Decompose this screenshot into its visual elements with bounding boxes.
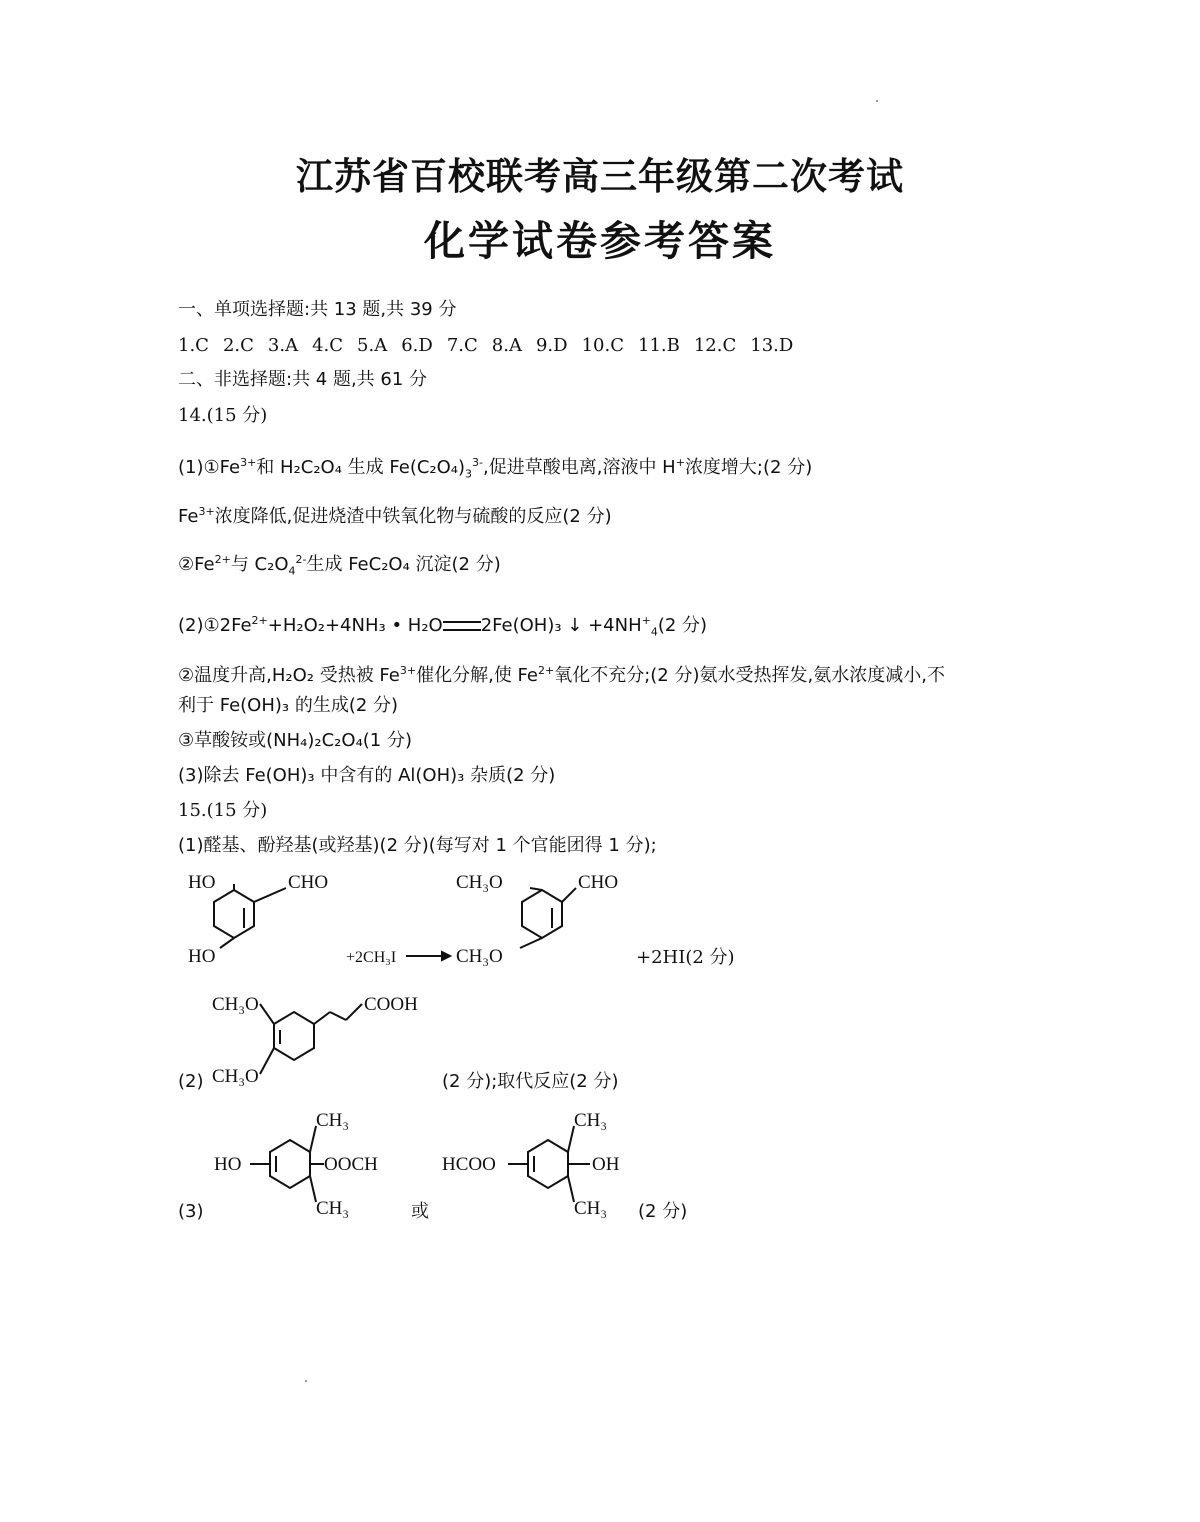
benzene-ring: [522, 890, 562, 938]
q15-p3-label: (3): [178, 1201, 204, 1222]
oh: OH: [592, 1154, 620, 1175]
text: 氧化不充分;(2 分)氨水受热挥发,氨水浓度减小,不: [554, 665, 945, 686]
isomer-2: [440, 1106, 640, 1218]
text: 2Fe(OH)₃ ↓ +4NH: [480, 615, 642, 636]
cooh: COOH: [364, 994, 418, 1015]
answer: 12.C: [693, 335, 737, 356]
charge: +: [675, 456, 685, 469]
answer: 11.B: [638, 335, 680, 356]
ch3-top: CH₃: [316, 1110, 350, 1131]
page-title: 江苏省百校联考高三年级第二次考试: [296, 155, 904, 198]
text: (2)①2Fe: [178, 615, 252, 636]
text: 生成 FeC₂O₄ 沉淀(2 分): [306, 554, 501, 575]
charge: 2+: [538, 664, 555, 677]
page-subtitle: 化学试卷参考答案: [424, 217, 776, 265]
q14-line3: [178, 548, 501, 584]
charge: +: [641, 614, 651, 627]
q15-header: 15.(15 分): [178, 800, 268, 821]
answer: 10.C: [581, 335, 624, 356]
subscript: 4: [288, 564, 296, 578]
text: ②温度升高,H₂O₂ 受热被 Fe: [178, 665, 400, 686]
q14-line4: [178, 609, 707, 645]
reactant-cho: CHO: [288, 872, 329, 893]
ch3-bottom: CH₃: [316, 1198, 350, 1218]
reactant-ho-bottom: HO: [188, 946, 216, 967]
text: ②Fe: [178, 554, 215, 575]
charge: 3+: [198, 505, 215, 518]
text: ,促进草酸电离,溶液中 H: [483, 457, 676, 478]
ch3-top: CH₃: [574, 1110, 608, 1131]
answer: 3.A: [267, 335, 299, 356]
och3-bottom: CH₃O: [212, 1066, 259, 1087]
text: 和 H₂C₂O₄ 生成 Fe(C₂O₄): [256, 457, 466, 478]
product-och3-top: CH₃O: [456, 872, 503, 893]
q14-header: 14.(15 分): [178, 405, 268, 426]
q14-line7: ③草酸铵或(NH₄)₂C₂O₄(1 分): [178, 730, 412, 751]
text: (1)①Fe: [178, 457, 241, 478]
text: (2 分): [657, 615, 708, 636]
q15-p3-score: (2 分): [638, 1201, 688, 1222]
text: 浓度降低,促进烧渣中铁氧化物与硫酸的反应(2 分): [214, 506, 612, 527]
product-och3-bottom: CH₃O: [456, 946, 503, 967]
mc-answers: [178, 334, 807, 358]
answer: 9.D: [535, 335, 568, 356]
hcoo: HCOO: [442, 1154, 496, 1175]
charge: 3+: [240, 456, 257, 469]
speck-bottom: [305, 1380, 307, 1382]
section2-heading: 二、非选择题:共 4 题,共 61 分: [178, 369, 428, 390]
answer: 13.D: [750, 335, 794, 356]
ooch: OOCH: [324, 1154, 378, 1175]
charge: 2+: [251, 614, 268, 627]
q15-p2-text: (2 分);取代反应(2 分): [442, 1071, 619, 1092]
subscript: 4: [650, 625, 658, 639]
product-cho: CHO: [578, 872, 619, 893]
text: 与 C₂O: [230, 554, 289, 575]
och3-top: CH₃O: [212, 994, 259, 1015]
ch3-bottom: CH₃: [574, 1198, 608, 1218]
answer: 5.A: [357, 335, 388, 356]
charge: 3-: [472, 456, 484, 469]
isomer-1: [212, 1106, 412, 1218]
answer: 2.C: [222, 335, 254, 356]
charge: 2-: [295, 553, 307, 566]
subscript: 3: [465, 467, 473, 481]
reagent: +2CH₃I: [346, 949, 397, 966]
q14-line1: [178, 451, 812, 487]
section1-heading: 一、单项选择题:共 13 题,共 39 分: [178, 299, 457, 320]
answer: 1.C: [178, 335, 209, 356]
text: 催化分解,使 Fe: [416, 665, 538, 686]
byproduct: +2HI(2 分): [636, 947, 735, 968]
q15-line1: (1)醛基、酚羟基(或羟基)(2 分)(每写对 1 个官能团得 1 分);: [178, 835, 657, 856]
q15-p3-or: 或: [411, 1201, 429, 1222]
benzene-ring: [214, 890, 254, 938]
text: +H₂O₂+4NH₃ • H₂O: [267, 615, 443, 636]
answer: 7.C: [446, 335, 478, 356]
q15-p2-label: (2): [178, 1071, 204, 1092]
reactant-ho-top: HO: [188, 872, 216, 893]
cinnamic-acid-derivative: [206, 990, 446, 1090]
charge: 2+: [214, 553, 231, 566]
q14-line8: (3)除去 Fe(OH)₃ 中含有的 Al(OH)₃ 杂质(2 分): [178, 765, 556, 786]
ho: HO: [214, 1154, 242, 1175]
answer: 4.C: [312, 335, 344, 356]
answer: 8.A: [491, 335, 522, 356]
q14-line2: [178, 500, 612, 529]
q14-line6: 利于 Fe(OH)₃ 的生成(2 分): [178, 695, 399, 716]
speck-top: [876, 100, 878, 102]
answer: 6.D: [401, 335, 433, 356]
text: Fe: [178, 506, 199, 527]
text: 浓度增大;(2 分): [684, 457, 813, 478]
q14-line5: [178, 659, 945, 688]
charge: 3+: [399, 664, 417, 677]
equals-sign: [443, 621, 481, 631]
